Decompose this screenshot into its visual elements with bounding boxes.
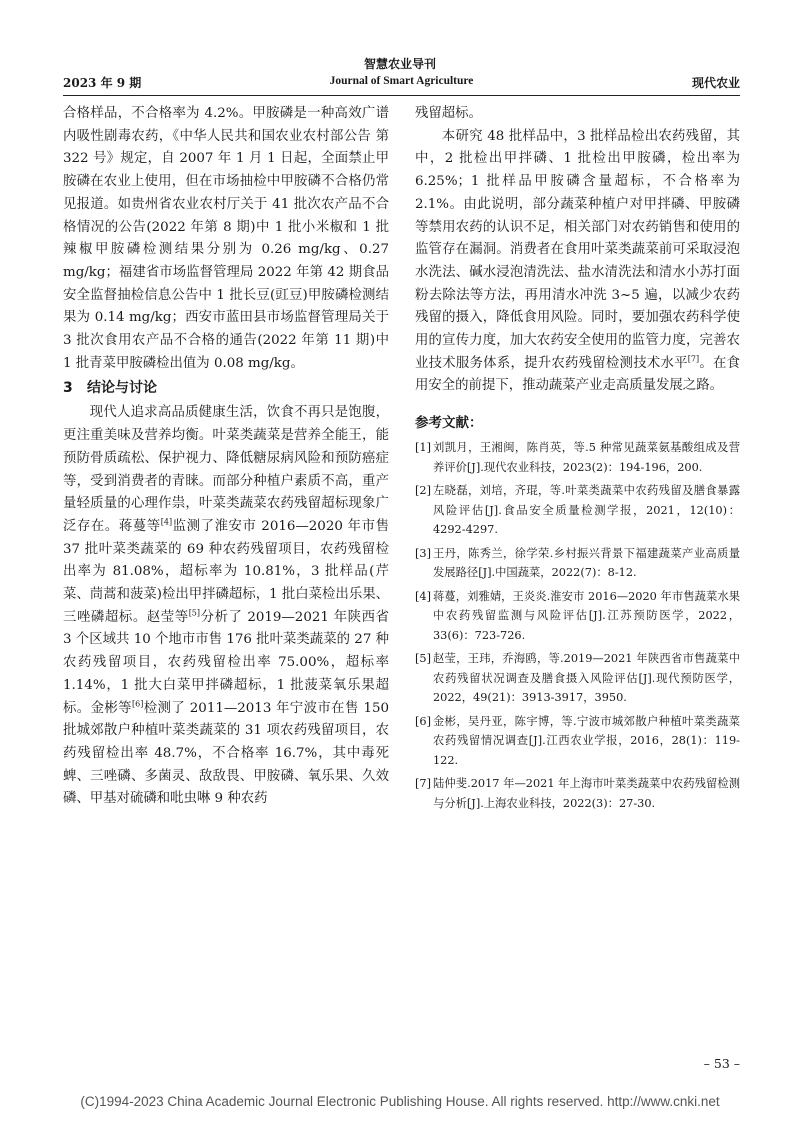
reference-item: [6] 金彬，吴丹亚，陈宇博，等.宁波市城郊散户种植叶菜类蔬菜农药残留情况调查[J].江西农业学报，2016，28(1)：119-122. [415, 714, 740, 767]
reference-item: [4] 蒋蔓，刘雅婧，王炎炎.淮安市 2016—2020 年市售蔬菜水果中农药残留监测与风险评估[J].江苏预防医学，2022，33(6)：723-726. [415, 589, 740, 642]
citation-ref-6: [6] [131, 699, 144, 709]
page-number: – 53 – [703, 1056, 740, 1071]
citation-ref-7: [7] [687, 354, 700, 364]
journal-title-en: Journal of Smart Agriculture [329, 75, 474, 87]
section-title: 结论与讨论 [87, 380, 157, 397]
copyright-footer: (C)1994-2023 China Academic Journal Electronic Publishing House. All rights reserved. http://www.cnki.net [80, 1094, 720, 1109]
reference-item: [5] 赵莹，王玮，乔海鸥，等.2019—2021 年陕西省市售蔬菜中农药残留状况调查及膳食摄入风险评估[J].现代预防医学，2022，49(21)：3913-3917，3950. [415, 652, 740, 705]
header-rule [63, 95, 740, 96]
paragraph-continued: 合格样品，不合格率为 4.2%。甲胺磷是一种高效广谱内吸性剧毒农药，《中华人民共和国农业农村部公告 第 322 号》规定，自 2007 年 1 月 1 日起，全面禁止甲胺磷在农业上使用，但在市场抽检中甲胺磷不合格仍常见报道。如贵州省农业农村厅关于 41 批次农产品不合格情况的公告(2022 年第 8 期)中 1 批小米椒和 1 批辣椒甲胺磷检测结果分别为 0.26 mg/kg、0.27 mg/kg；福建省市场监督管理局 2022 年第 42 期食品安全监督抽检信息公告中 1 批长豆(豇豆)甲胺磷检测结果为 0.14 mg/kg；西安市蓝田县市场监督管理局关于 3 批次食用农产品不合格的通告(2022 年第 11 期)中 1 批青菜甲胺磷检出值为 0.08 mg/kg。 [63, 106, 389, 371]
citation-ref-5: [5] [188, 608, 201, 618]
reference-item: [1] 刘凯月，王湘闽，陈肖英，等.5 种常见蔬菜氨基酸组成及营养评价[J].现代农业科技，2023(2)：194-196，200. [415, 441, 740, 474]
section-heading [63, 377, 389, 399]
references-heading: 参考文献： [415, 415, 483, 432]
paragraph-continued: 残留超标。 [415, 106, 482, 121]
reference-list [415, 438, 740, 813]
reference-item: [7] 陆仲斐.2017 年—2021 年上海市叶菜类蔬菜中农药残留检测与分析[J].上海农业科技，2022(3)：27-30. [415, 777, 740, 810]
right-column [415, 103, 740, 817]
left-column [63, 103, 389, 811]
section-label: 现代农业 [691, 76, 740, 90]
section-number: 3 [63, 380, 73, 397]
reference-item: [3] 王丹，陈秀兰，徐学荣.乡村振兴背景下福建蔬菜产业高质量发展路径[J].中国蔬菜，2022(7)：8-12. [415, 546, 740, 580]
journal-title-cn: 智慧农业导刊 [363, 57, 436, 71]
paragraph: 本研究 48 批样品中，3 批样品检出农药残留，其中，2 批检出甲拌磷、1 批检出甲胺磷，检出率为 6.25%；1 批样品甲胺磷含量超标，不合格率为 2.1%。由此说明，部分蔬菜种植户对甲拌磷、甲胺磷等禁用农药的认识不足，相关部门对农药销售和使用的监管存在漏洞。消费者在食用叶菜类蔬菜前可采取浸泡水洗法、碱水浸泡清洗法、盐水清洗法和清水小苏打面粉去除法等方法，再用清水冲洗 3~5 遍，以减少农药残留的摄入，降低食用风险。同时，要加强农药科学使用的宣传力度，加大农药安全使用的监管力度，完善农业技术服务体系，提升农药残留检测技术水平[7]。在食用安全的前提下，推动蔬菜产业走高质量发展之路。 [415, 128, 741, 394]
reference-item: [2] 左晓磊，刘培，齐琨，等.叶菜类蔬菜中农药残留及膳食暴露风险评估[J].食品安全质量检测学报，2021，12(10)：4292-4297. [415, 484, 740, 537]
running-header [63, 74, 740, 94]
paragraph: 现代人追求高品质健康生活，饮食不再只是饱腹，更注重美味及营养均衡。叶菜类蔬菜是营养全能王，能预防骨质疏松、保护视力、降低糖尿病风险和预防癌症等，受到消费者的青睐。而部分种植户素质不高，重产量轻质量的心理作祟，叶菜类蔬菜农药残留超标现象广泛存在。蒋蔓等[4]监测了淮安市 2016—2020 年市售 37 批叶菜类蔬菜的 69 种农药残留项目，农药残留检出率为 81.08%，超标率为 10.81%，3 批样品(芹菜、茼蒿和菠菜)检出甲拌磷超标，1 批白菜检出乐果、三唑磷超标。赵莹等[5]分析了 2019—2021 年陕西省 3 个区域共 10 个地市市售 176 批叶菜类蔬菜的 27 种农药残留项目，农药残留检出率 75.00%，超标率 1.14%，1 批大白菜甲拌磷超标，1 批菠菜氧乐果超标。金彬等[6]检测了 2011—2013 年宁波市在售 150 批城郊散户种植叶菜类蔬菜的 31 项农药残留项目，农药残留检出率 48.7%，不合格率 16.7%，其中毒死蜱、三唑磷、多菌灵、敌敌畏、甲胺磷、氧乐果、久效磷、甲基对硫磷和吡虫啉 9 种农药 [63, 405, 390, 807]
issue-label: 2023 年 9 期 [63, 76, 142, 90]
citation-ref-4: [4] [160, 517, 173, 527]
